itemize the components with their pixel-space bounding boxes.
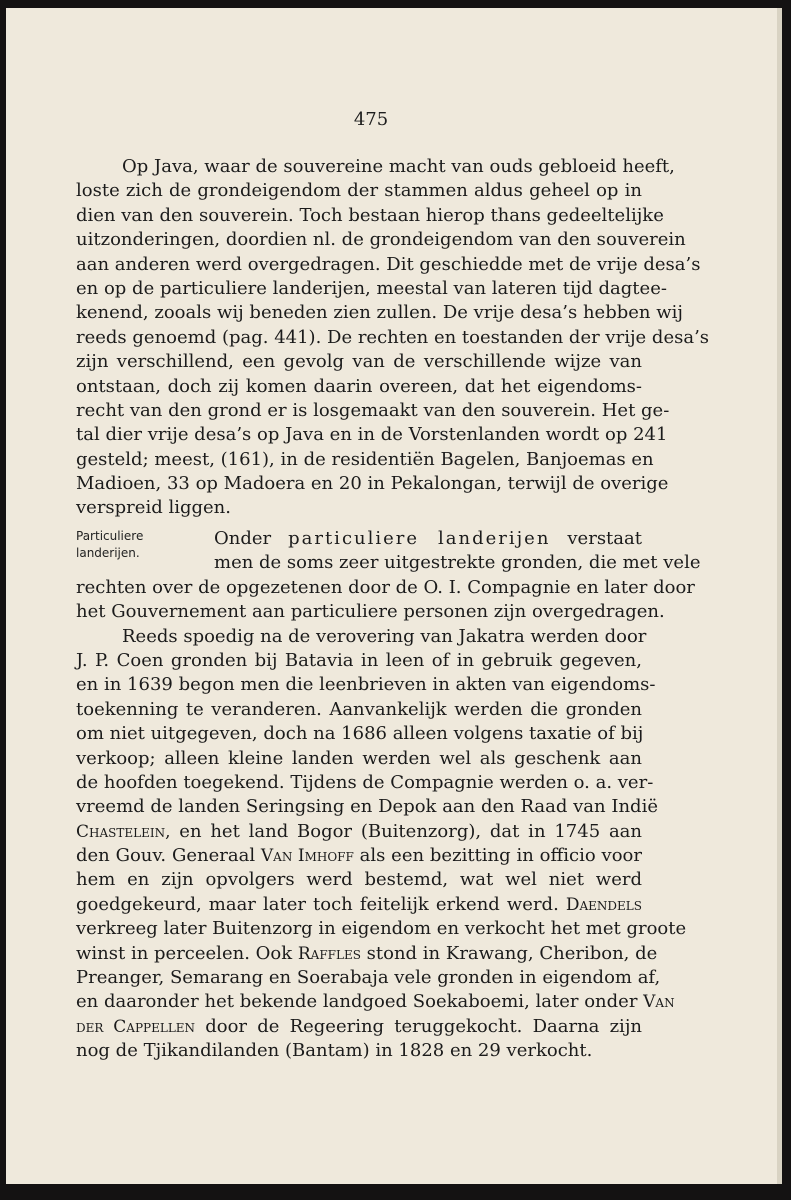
person-name: Daendels	[565, 894, 642, 915]
text-line	[76, 1015, 642, 1039]
text-line: verspreid liggen.	[76, 497, 231, 519]
text-span: winst in perceelen. Ook	[76, 942, 298, 964]
text-line: gesteld; meest, (161), in de residentiën Bagelen, Banjoemas en	[76, 448, 654, 470]
person-name: Chastelein,	[76, 821, 171, 842]
text-line: uitzonderingen, doordien nl. de grondeigendom van den souverein	[76, 229, 686, 251]
text-line: loste zich de grondeigendom der stammen aldus geheel op in	[76, 180, 642, 202]
text-span: goedgekeurd, maar later toch feitelijk erkend werd.	[76, 893, 566, 915]
text-span: door de Regeering teruggekocht. Daarna zijn	[195, 1015, 642, 1037]
text-line: verkreeg later Buitenzorg in eigendom en verkocht het met groote	[76, 918, 687, 940]
text-line	[76, 820, 642, 844]
text-line: tal dier vrije desa’s op Java en in de Vorstenlanden wordt op 241	[76, 424, 668, 446]
person-name: Van	[643, 992, 675, 1013]
text-line: J. P. Coen gronden bij Batavia in leen of in gebruik gegeven,	[76, 649, 642, 671]
text-line	[76, 942, 658, 966]
text-span: verstaat	[567, 528, 642, 549]
text-span: en het land Bogor (Buitenzorg), dat in 1745 aan	[170, 820, 642, 842]
margin-note-line-2: landerijen.	[76, 546, 140, 560]
text-line: de hoofden toegekend. Tijdens de Compagnie werden o. a. ver-	[76, 771, 654, 793]
text-line: Op Java, waar de souvereine macht van ouds gebloeid heeft,	[122, 156, 675, 177]
text-line: zijn verschillend, een gevolg van de verschillende wijze van	[76, 351, 642, 373]
person-name: der Cappellen	[76, 1016, 196, 1037]
text-line: reeds genoemd (pag. 441). De rechten en toestanden der vrije desa’s	[76, 326, 710, 348]
paragraph-particuliere-landerijen	[76, 527, 701, 1064]
text-line	[76, 893, 642, 917]
text-line: aan anderen werd overgedragen. Dit geschiedde met de vrije desa’s	[76, 253, 701, 275]
text-span: en daaronder het bekende landgoed Soekaboemi, later onder	[76, 991, 644, 1013]
text-line: recht van den grond er is losgemaakt van den souverein. Het ge-	[76, 399, 670, 421]
text-line: om niet uitgegeven, doch na 1686 alleen volgens taxatie of bij	[76, 723, 644, 745]
text-line: rechten over de opgezetenen door de O. I. Compagnie en later door	[76, 576, 695, 598]
text-line	[76, 527, 642, 551]
emphasized-term: particuliere landerijen	[288, 528, 551, 549]
paragraph-java	[76, 155, 710, 521]
text-span: als een bezitting in officio voor	[353, 845, 642, 867]
text-span: den Gouv. Generaal	[76, 845, 261, 867]
text-line: Preanger, Semarang en Soerabaja vele gronden in eigendom af,	[76, 967, 661, 989]
text-line: kenend, zooals wij beneden zien zullen. De vrije desa’s hebben wij	[76, 302, 683, 324]
text-line: en in 1639 begon men die leenbrieven in akten van eigendoms-	[76, 674, 656, 696]
text-line: hem en zijn opvolgers werd bestemd, wat wel niet werd	[76, 869, 642, 891]
text-line: en op de particuliere landerijen, meestal van lateren tijd dagtee-	[76, 277, 667, 299]
text-line: ontstaan, doch zij komen daarin overeen, dat het eigendoms-	[76, 375, 642, 397]
text-line: verkoop; alleen kleine landen werden wel als geschenk aan	[76, 747, 642, 769]
text-line: Reeds spoedig na de verovering van Jakatra werden door	[122, 625, 647, 647]
margin-note-line-1: Particuliere	[76, 529, 144, 543]
text-line	[76, 990, 675, 1014]
person-name: Van Imhoff	[260, 846, 354, 867]
text-line: Madioen, 33 op Madoera en 20 in Pekalongan, terwijl de overige	[76, 473, 669, 495]
book-page	[6, 8, 782, 1184]
page-number: 475	[353, 109, 389, 130]
text-line: dien van den souverein. Toch bestaan hierop thans gedeeltelijke	[76, 204, 664, 226]
text-line: het Gouvernement aan particuliere personen zijn overgedragen.	[76, 601, 665, 623]
text-line	[76, 844, 642, 868]
text-span: Onder	[214, 528, 272, 549]
text-line: toekenning te veranderen. Aanvankelijk werden die gronden	[76, 698, 642, 720]
text-span: stond in Krawang, Cheribon, de	[360, 942, 658, 964]
person-name: Raffles	[297, 943, 361, 964]
text-line: nog de Tjikandilanden (Bantam) in 1828 en 29 verkocht.	[76, 1040, 593, 1062]
text-line: men de soms zeer uitgestrekte gronden, die met vele	[214, 552, 701, 574]
text-line: vreemd de landen Seringsing en Depok aan den Raad van Indië	[76, 796, 658, 818]
